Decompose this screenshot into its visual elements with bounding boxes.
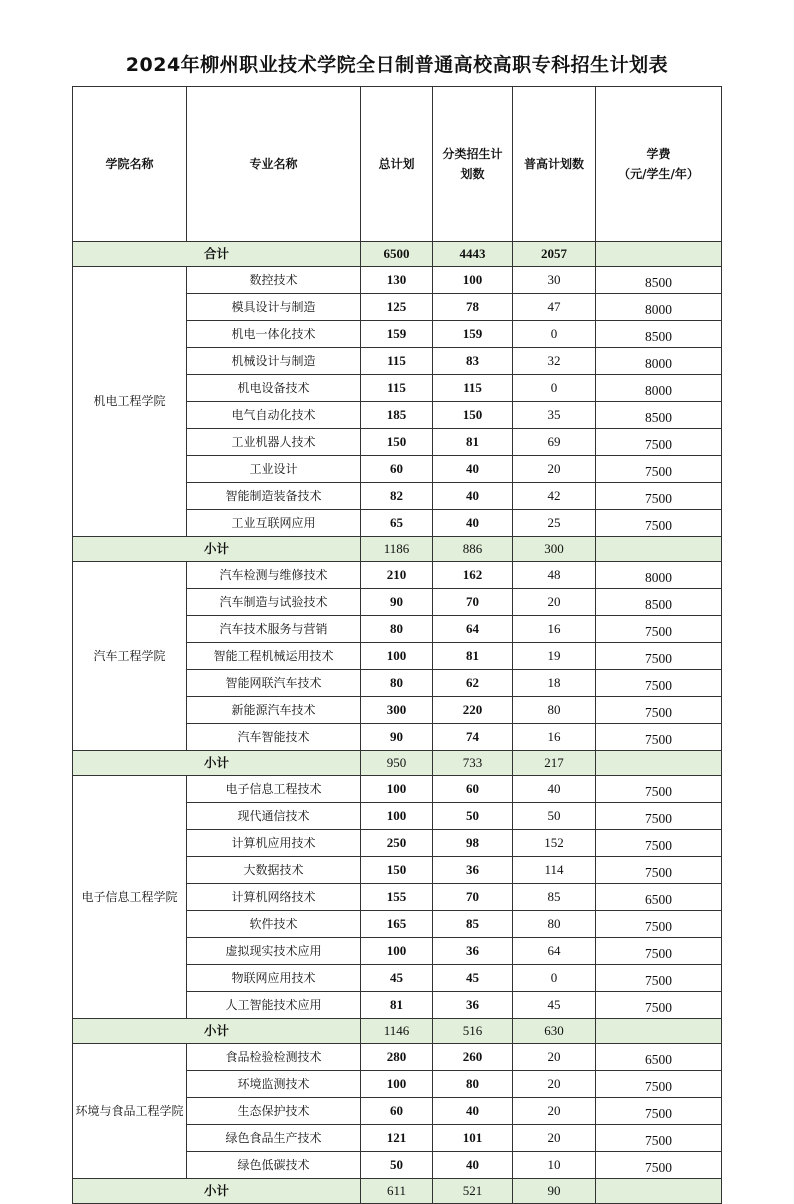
- major-total: 100: [361, 803, 433, 830]
- major-fee: 8500: [596, 402, 722, 429]
- major-fee: 7500: [596, 776, 722, 803]
- major-name: 虚拟现实技术应用: [187, 938, 361, 965]
- major-general: 47: [513, 294, 596, 321]
- major-name: 工业设计: [187, 456, 361, 483]
- major-fee: 7500: [596, 616, 722, 643]
- subtotal-row: [73, 1019, 722, 1044]
- major-name: 环境监测技术: [187, 1071, 361, 1098]
- major-general: 16: [513, 724, 596, 751]
- table-row: [73, 267, 722, 294]
- grand-total-total: 6500: [361, 242, 433, 267]
- major-total: 159: [361, 321, 433, 348]
- major-category: 85: [433, 911, 513, 938]
- major-general: 30: [513, 267, 596, 294]
- header-major: 专业名称: [187, 87, 361, 242]
- major-name: 计算机网络技术: [187, 884, 361, 911]
- major-general: 0: [513, 321, 596, 348]
- grand-total-general: 2057: [513, 242, 596, 267]
- major-general: 19: [513, 643, 596, 670]
- major-fee: 7500: [596, 857, 722, 884]
- grand-total-fee-empty: [596, 242, 722, 267]
- subtotal-total: 950: [361, 751, 433, 776]
- major-total: 60: [361, 456, 433, 483]
- subtotal-general: 90: [513, 1179, 596, 1204]
- subtotal-fee-empty: [596, 1179, 722, 1204]
- subtotal-category: 521: [433, 1179, 513, 1204]
- major-category: 36: [433, 857, 513, 884]
- major-general: 40: [513, 776, 596, 803]
- major-name: 模具设计与制造: [187, 294, 361, 321]
- subtotal-label: 小计: [73, 1179, 361, 1204]
- table-row: [73, 776, 722, 803]
- major-total: 80: [361, 670, 433, 697]
- major-category: 80: [433, 1071, 513, 1098]
- major-general: 25: [513, 510, 596, 537]
- major-general: 114: [513, 857, 596, 884]
- major-name: 新能源汽车技术: [187, 697, 361, 724]
- major-category: 36: [433, 938, 513, 965]
- major-total: 100: [361, 1071, 433, 1098]
- major-total: 100: [361, 938, 433, 965]
- major-fee: 7500: [596, 670, 722, 697]
- major-fee: 8000: [596, 375, 722, 402]
- major-name: 数控技术: [187, 267, 361, 294]
- major-category: 40: [433, 483, 513, 510]
- major-category: 150: [433, 402, 513, 429]
- major-general: 32: [513, 348, 596, 375]
- header-general: 普高计划数: [513, 87, 596, 242]
- major-category: 70: [433, 884, 513, 911]
- major-category: 260: [433, 1044, 513, 1071]
- major-category: 100: [433, 267, 513, 294]
- major-general: 80: [513, 911, 596, 938]
- header-category-label: 分类招生计划数: [442, 147, 503, 181]
- major-fee: 8000: [596, 294, 722, 321]
- major-fee: 6500: [596, 884, 722, 911]
- subtotal-row: [73, 751, 722, 776]
- major-total: 45: [361, 965, 433, 992]
- table-row: [73, 1044, 722, 1071]
- major-name: 机电一体化技术: [187, 321, 361, 348]
- major-general: 20: [513, 589, 596, 616]
- major-name: 汽车检测与维修技术: [187, 562, 361, 589]
- major-total: 280: [361, 1044, 433, 1071]
- major-name: 工业互联网应用: [187, 510, 361, 537]
- major-name: 生态保护技术: [187, 1098, 361, 1125]
- major-total: 100: [361, 776, 433, 803]
- subtotal-general: 300: [513, 537, 596, 562]
- major-total: 130: [361, 267, 433, 294]
- subtotal-general: 217: [513, 751, 596, 776]
- subtotal-row: [73, 537, 722, 562]
- major-general: 80: [513, 697, 596, 724]
- subtotal-fee-empty: [596, 537, 722, 562]
- major-fee: 8500: [596, 267, 722, 294]
- college-name: 汽车工程学院: [73, 562, 187, 751]
- major-total: 65: [361, 510, 433, 537]
- major-fee: 7500: [596, 965, 722, 992]
- major-total: 165: [361, 911, 433, 938]
- major-category: 62: [433, 670, 513, 697]
- major-general: 18: [513, 670, 596, 697]
- major-general: 20: [513, 456, 596, 483]
- page-title: 2024年柳州职业技术学院全日制普通高校高职专科招生计划表: [125, 54, 669, 76]
- major-total: 60: [361, 1098, 433, 1125]
- major-name: 汽车制造与试验技术: [187, 589, 361, 616]
- header-fee-line2: （元/学生/年）: [618, 167, 699, 181]
- major-category: 70: [433, 589, 513, 616]
- major-total: 125: [361, 294, 433, 321]
- major-category: 40: [433, 1098, 513, 1125]
- table-row: [73, 562, 722, 589]
- major-fee: 7500: [596, 830, 722, 857]
- major-category: 60: [433, 776, 513, 803]
- major-total: 121: [361, 1125, 433, 1152]
- major-name: 机械设计与制造: [187, 348, 361, 375]
- subtotal-fee-empty: [596, 1019, 722, 1044]
- major-category: 162: [433, 562, 513, 589]
- subtotal-label: 小计: [73, 537, 361, 562]
- major-fee: 7500: [596, 1071, 722, 1098]
- major-total: 90: [361, 724, 433, 751]
- major-category: 64: [433, 616, 513, 643]
- subtotal-row: [73, 1179, 722, 1204]
- subtotal-category: 733: [433, 751, 513, 776]
- major-total: 210: [361, 562, 433, 589]
- major-general: 20: [513, 1125, 596, 1152]
- major-category: 74: [433, 724, 513, 751]
- major-category: 101: [433, 1125, 513, 1152]
- major-total: 81: [361, 992, 433, 1019]
- major-total: 150: [361, 857, 433, 884]
- major-category: 36: [433, 992, 513, 1019]
- subtotal-total: 1186: [361, 537, 433, 562]
- major-total: 250: [361, 830, 433, 857]
- major-name: 绿色食品生产技术: [187, 1125, 361, 1152]
- major-general: 42: [513, 483, 596, 510]
- subtotal-general: 630: [513, 1019, 596, 1044]
- major-fee: 7500: [596, 724, 722, 751]
- subtotal-category: 886: [433, 537, 513, 562]
- major-general: 152: [513, 830, 596, 857]
- major-general: 20: [513, 1071, 596, 1098]
- header-row: [73, 87, 722, 242]
- major-fee: 8000: [596, 348, 722, 375]
- subtotal-fee-empty: [596, 751, 722, 776]
- major-total: 80: [361, 616, 433, 643]
- subtotal-label: 小计: [73, 1019, 361, 1044]
- major-category: 115: [433, 375, 513, 402]
- major-fee: 6500: [596, 1044, 722, 1071]
- major-name: 食品检验检测技术: [187, 1044, 361, 1071]
- major-name: 智能工程机械运用技术: [187, 643, 361, 670]
- grand-total-row: [73, 242, 722, 267]
- major-name: 电气自动化技术: [187, 402, 361, 429]
- major-category: 40: [433, 510, 513, 537]
- major-name: 大数据技术: [187, 857, 361, 884]
- major-fee: 8500: [596, 589, 722, 616]
- header-total: 总计划: [361, 87, 433, 242]
- enrollment-plan-table: [72, 86, 722, 1204]
- header-fee-line1: 学费: [646, 147, 671, 161]
- major-general: 35: [513, 402, 596, 429]
- major-total: 50: [361, 1152, 433, 1179]
- major-category: 81: [433, 643, 513, 670]
- major-total: 90: [361, 589, 433, 616]
- grand-total-category: 4443: [433, 242, 513, 267]
- major-fee: 7500: [596, 429, 722, 456]
- major-name: 软件技术: [187, 911, 361, 938]
- major-total: 82: [361, 483, 433, 510]
- major-total: 155: [361, 884, 433, 911]
- major-name: 汽车技术服务与营销: [187, 616, 361, 643]
- major-name: 人工智能技术应用: [187, 992, 361, 1019]
- major-fee: 7500: [596, 483, 722, 510]
- grand-total-label: 合计: [73, 242, 361, 267]
- major-name: 机电设备技术: [187, 375, 361, 402]
- major-fee: 7500: [596, 643, 722, 670]
- college-name: 电子信息工程学院: [73, 776, 187, 1019]
- major-name: 计算机应用技术: [187, 830, 361, 857]
- major-name: 智能网联汽车技术: [187, 670, 361, 697]
- major-total: 115: [361, 375, 433, 402]
- major-fee: 7500: [596, 911, 722, 938]
- major-category: 83: [433, 348, 513, 375]
- major-general: 16: [513, 616, 596, 643]
- major-name: 工业机器人技术: [187, 429, 361, 456]
- major-name: 现代通信技术: [187, 803, 361, 830]
- major-category: 220: [433, 697, 513, 724]
- major-general: 50: [513, 803, 596, 830]
- major-fee: 7500: [596, 1152, 722, 1179]
- major-category: 159: [433, 321, 513, 348]
- college-name: 机电工程学院: [73, 267, 187, 537]
- major-fee: 8000: [596, 562, 722, 589]
- subtotal-total: 611: [361, 1179, 433, 1204]
- major-category: 98: [433, 830, 513, 857]
- major-category: 50: [433, 803, 513, 830]
- major-fee: 7500: [596, 1098, 722, 1125]
- subtotal-label: 小计: [73, 751, 361, 776]
- major-category: 40: [433, 1152, 513, 1179]
- major-general: 0: [513, 375, 596, 402]
- major-fee: 7500: [596, 803, 722, 830]
- major-general: 10: [513, 1152, 596, 1179]
- major-general: 85: [513, 884, 596, 911]
- major-general: 20: [513, 1044, 596, 1071]
- major-general: 64: [513, 938, 596, 965]
- subtotal-category: 516: [433, 1019, 513, 1044]
- major-name: 电子信息工程技术: [187, 776, 361, 803]
- major-name: 绿色低碳技术: [187, 1152, 361, 1179]
- major-fee: 7500: [596, 510, 722, 537]
- major-fee: 7500: [596, 1125, 722, 1152]
- major-fee: 7500: [596, 697, 722, 724]
- major-general: 0: [513, 965, 596, 992]
- college-name: 环境与食品工程学院: [73, 1044, 187, 1179]
- major-total: 300: [361, 697, 433, 724]
- major-general: 45: [513, 992, 596, 1019]
- major-name: 物联网应用技术: [187, 965, 361, 992]
- major-category: 78: [433, 294, 513, 321]
- header-college: 学院名称: [73, 87, 187, 242]
- header-fee: [596, 87, 722, 242]
- major-fee: 7500: [596, 992, 722, 1019]
- major-total: 100: [361, 643, 433, 670]
- major-general: 20: [513, 1098, 596, 1125]
- major-fee: 7500: [596, 938, 722, 965]
- major-category: 45: [433, 965, 513, 992]
- major-general: 48: [513, 562, 596, 589]
- major-general: 69: [513, 429, 596, 456]
- major-fee: 8500: [596, 321, 722, 348]
- major-category: 40: [433, 456, 513, 483]
- major-name: 智能制造装备技术: [187, 483, 361, 510]
- major-total: 115: [361, 348, 433, 375]
- major-fee: 7500: [596, 456, 722, 483]
- major-total: 150: [361, 429, 433, 456]
- subtotal-total: 1146: [361, 1019, 433, 1044]
- major-total: 185: [361, 402, 433, 429]
- major-category: 81: [433, 429, 513, 456]
- header-category: [433, 87, 513, 242]
- major-name: 汽车智能技术: [187, 724, 361, 751]
